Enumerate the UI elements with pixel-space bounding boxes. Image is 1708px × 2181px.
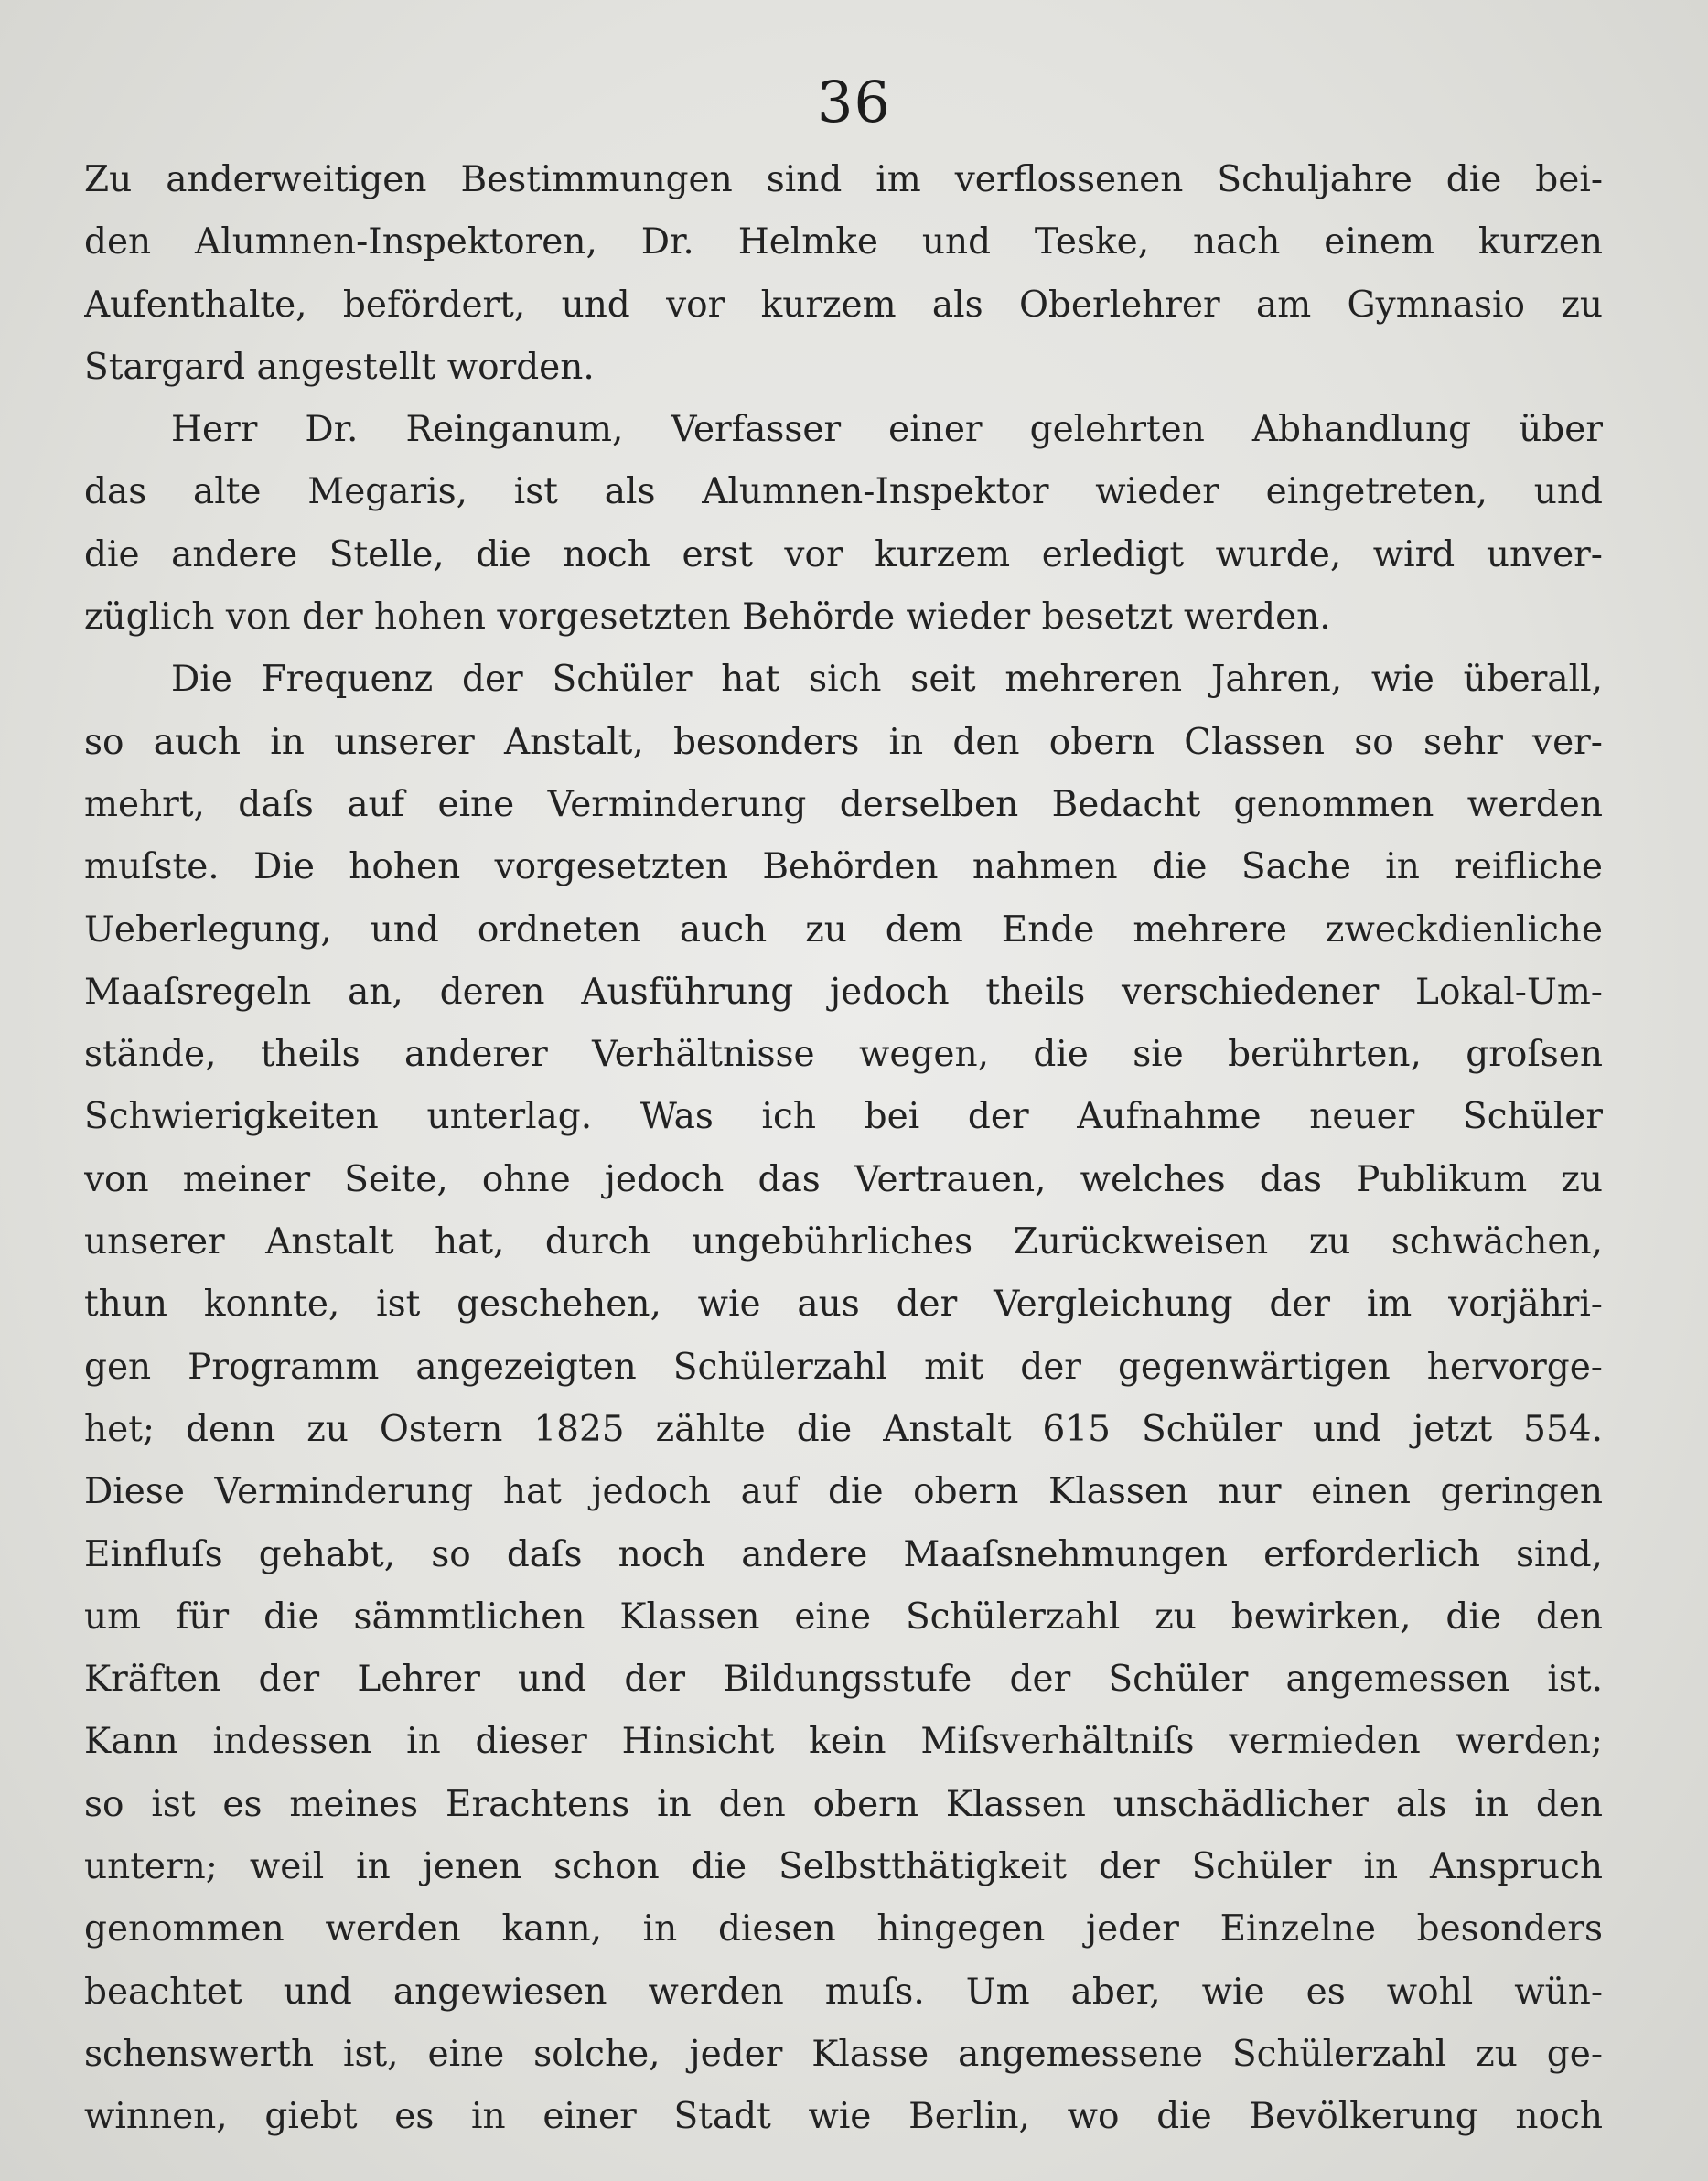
body-text (84, 149, 1603, 2149)
text-line: Kann indessen in dieser Hinsicht kein Miſsverhältniſs vermieden werden; (84, 1721, 1603, 1763)
text-line: het; denn zu Ostern 1825 zählte die Anstalt 615 Schüler und jetzt 554. (84, 1408, 1603, 1450)
text-line: beachtet und angewiesen werden muſs. Um aber, wie es wohl wün- (84, 1971, 1603, 2013)
text-line: Stargard angestellt worden. (84, 346, 595, 388)
text-line: Maaſsregeln an, deren Ausführung jedoch theils verschiedener Lokal-Um- (84, 971, 1603, 1013)
text-line: stände, theils anderer Verhältnisse wegen, die sie berührten, groſsen (84, 1034, 1603, 1076)
text-line: das alte Megaris, ist als Alumnen-Inspektor wieder eingetreten, und (84, 471, 1603, 513)
text-line: muſste. Die hohen vorgesetzten Behörden nahmen die Sache in reifliche (84, 846, 1603, 888)
text-line: untern; weil in jenen schon die Selbstthätigkeit der Schüler in Anspruch (84, 1846, 1603, 1888)
text-line: winnen, giebt es in einer Stadt wie Berlin, wo die Bevölkerung noch (84, 2096, 1603, 2138)
text-line: unserer Anstalt hat, durch ungebührliches Zurückweisen zu schwächen, (84, 1221, 1603, 1263)
text-line: um für die sämmtlichen Klassen eine Schülerzahl zu bewirken, die den (84, 1595, 1603, 1638)
text-line: gen Programm angezeigten Schülerzahl mit der gegenwärtigen hervorge- (84, 1346, 1603, 1388)
text-line: so ist es meines Erachtens in den obern Klassen unschädlicher als in den (84, 1783, 1603, 1825)
text-line: schenswerth ist, eine solche, jeder Klasse angemessene Schülerzahl zu ge- (84, 2033, 1603, 2075)
text-line: Diese Verminderung hat jedoch auf die obern Klassen nur einen geringen (84, 1471, 1603, 1513)
text-line: von meiner Seite, ohne jedoch das Vertrauen, welches das Publikum zu (84, 1158, 1603, 1200)
text-line: genommen werden kann, in diesen hingegen jeder Einzelne besonders (84, 1908, 1603, 1950)
text-line: Herr Dr. Reinganum, Verfasser einer gelehrten Abhandlung über (171, 409, 1603, 451)
text-line: Kräften der Lehrer und der Bildungsstufe der Schüler angemessen ist. (84, 1659, 1603, 1701)
text-line: Ueberlegung, und ordneten auch zu dem Ende mehrere zweckdienliche (84, 908, 1603, 951)
text-line: so auch in unserer Anstalt, besonders in den obern Classen so sehr ver- (84, 721, 1603, 763)
text-line: den Alumnen-Inspektoren, Dr. Helmke und Teske, nach einem kurzen (84, 221, 1603, 263)
text-line: Einfluſs gehabt, so daſs noch andere Maaſsnehmungen erforderlich sind, (84, 1533, 1603, 1575)
text-line: Die Frequenz der Schüler hat sich seit mehreren Jahren, wie überall, (171, 659, 1603, 701)
text-line: Aufenthalte, befördert, und vor kurzem als Oberlehrer am Gymnasio zu (84, 284, 1603, 326)
text-line: Zu anderweitigen Bestimmungen sind im verflossenen Schuljahre die bei- (84, 159, 1603, 200)
text-line: Schwierigkeiten unterlag. Was ich bei der Aufnahme neuer Schüler (84, 1096, 1603, 1138)
text-line: züglich von der hohen vorgesetzten Behörde wieder besetzt werden. (84, 596, 1331, 639)
text-line: mehrt, daſs auf eine Verminderung derselben Bedacht genommen werden (84, 783, 1603, 825)
page-number: 36 (817, 69, 891, 135)
text-line: thun konnte, ist geschehen, wie aus der Vergleichung der im vorjähri- (84, 1284, 1603, 1326)
text-line: die andere Stelle, die noch erst vor kurzem erledigt wurde, wird unver- (84, 533, 1603, 575)
